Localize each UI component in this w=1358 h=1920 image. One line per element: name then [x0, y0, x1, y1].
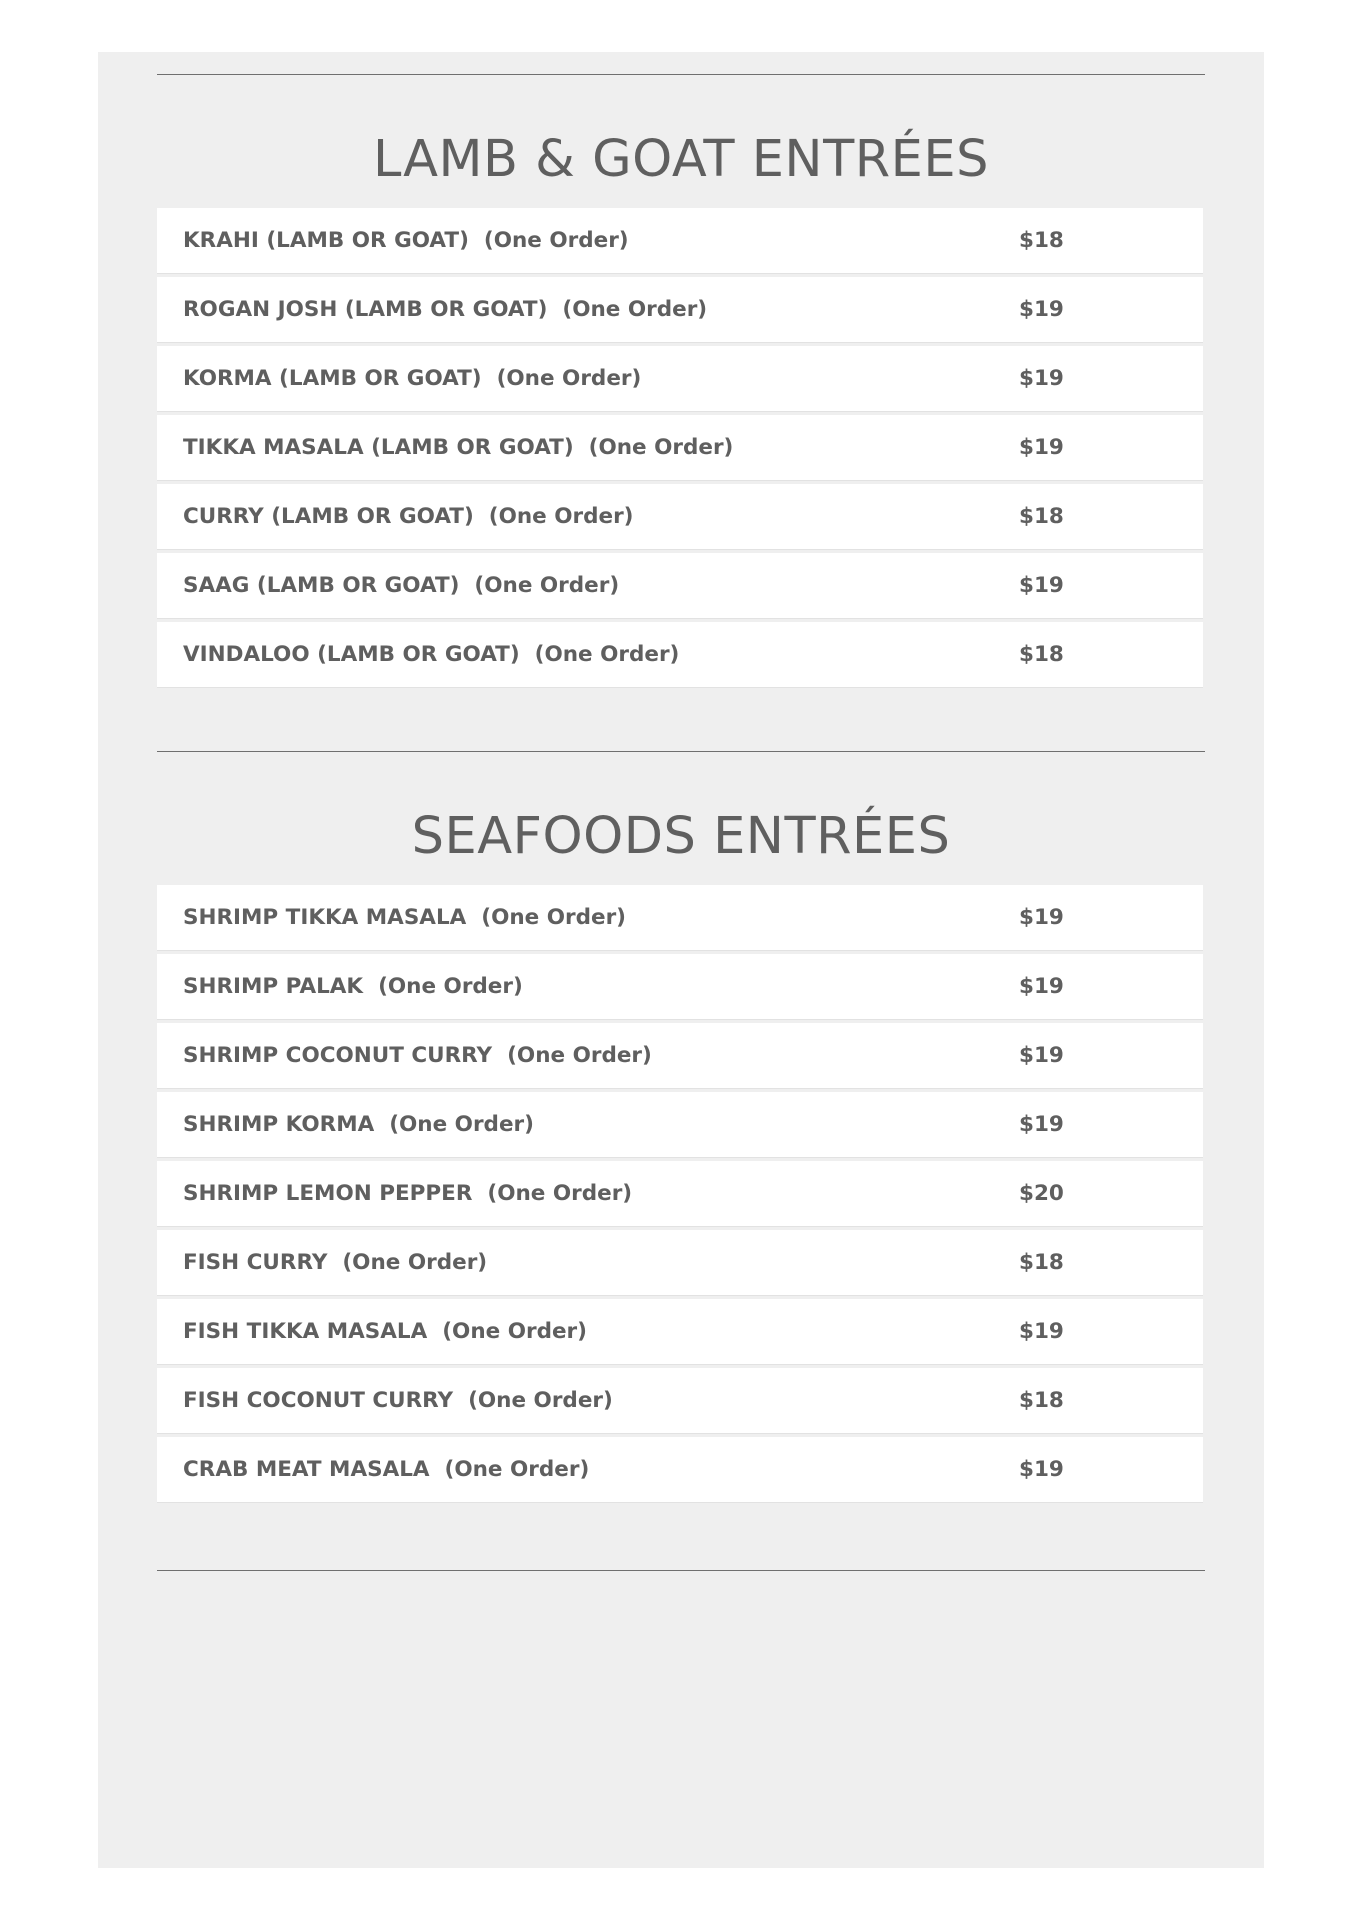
item-price: $19	[1019, 1319, 1064, 1344]
item-name: KORMA (LAMB OR GOAT) (One Order)	[183, 366, 642, 391]
section-divider	[157, 74, 1205, 75]
item-price: $18	[1019, 504, 1064, 529]
menu-item	[157, 484, 1203, 550]
item-price: $19	[1019, 1043, 1064, 1068]
item-name: FISH COCONUT CURRY (One Order)	[183, 1388, 613, 1413]
item-name: SHRIMP LEMON PEPPER (One Order)	[183, 1181, 633, 1206]
menu-page	[98, 52, 1264, 1868]
item-price: $19	[1019, 1457, 1064, 1482]
item-price: $19	[1019, 974, 1064, 999]
item-name: CURRY (LAMB OR GOAT) (One Order)	[183, 504, 634, 529]
item-name: CRAB MEAT MASALA (One Order)	[183, 1457, 590, 1482]
menu-item	[157, 1368, 1203, 1434]
item-price: $19	[1019, 435, 1064, 460]
menu-item	[157, 1092, 1203, 1158]
item-name: SAAG (LAMB OR GOAT) (One Order)	[183, 573, 620, 598]
section-title-lamb-goat: LAMB & GOAT ENTRÉES	[373, 130, 989, 189]
item-price: $19	[1019, 297, 1064, 322]
item-name: FISH TIKKA MASALA (One Order)	[183, 1319, 587, 1344]
menu-item	[157, 1437, 1203, 1503]
item-price: $19	[1019, 573, 1064, 598]
item-price: $18	[1019, 642, 1064, 667]
item-name: ROGAN JOSH (LAMB OR GOAT) (One Order)	[183, 297, 708, 322]
item-name: SHRIMP COCONUT CURRY (One Order)	[183, 1043, 652, 1068]
section-divider	[157, 1570, 1205, 1571]
section-divider	[157, 751, 1205, 752]
menu-item	[157, 1299, 1203, 1365]
item-price: $20	[1019, 1181, 1064, 1206]
item-name: KRAHI (LAMB OR GOAT) (One Order)	[183, 228, 629, 253]
item-name: TIKKA MASALA (LAMB OR GOAT) (One Order)	[183, 435, 734, 460]
section-title-seafoods: SEAFOODS ENTRÉES	[411, 807, 951, 866]
item-name: VINDALOO (LAMB OR GOAT) (One Order)	[183, 642, 680, 667]
menu-item	[157, 208, 1203, 274]
menu-item	[157, 622, 1203, 688]
item-price: $19	[1019, 1112, 1064, 1137]
menu-list-lamb-goat	[157, 208, 1203, 691]
menu-item	[157, 885, 1203, 951]
item-name: FISH CURRY (One Order)	[183, 1250, 488, 1275]
item-price: $19	[1019, 905, 1064, 930]
menu-item	[157, 415, 1203, 481]
menu-item	[157, 1161, 1203, 1227]
menu-item	[157, 346, 1203, 412]
item-price: $19	[1019, 366, 1064, 391]
item-name: SHRIMP PALAK (One Order)	[183, 974, 523, 999]
item-price: $18	[1019, 1388, 1064, 1413]
menu-list-seafoods	[157, 885, 1203, 1506]
menu-item	[157, 954, 1203, 1020]
item-name: SHRIMP TIKKA MASALA (One Order)	[183, 905, 627, 930]
menu-item	[157, 553, 1203, 619]
menu-item	[157, 277, 1203, 343]
item-price: $18	[1019, 228, 1064, 253]
menu-item	[157, 1230, 1203, 1296]
item-price: $18	[1019, 1250, 1064, 1275]
menu-item	[157, 1023, 1203, 1089]
item-name: SHRIMP KORMA (One Order)	[183, 1112, 534, 1137]
